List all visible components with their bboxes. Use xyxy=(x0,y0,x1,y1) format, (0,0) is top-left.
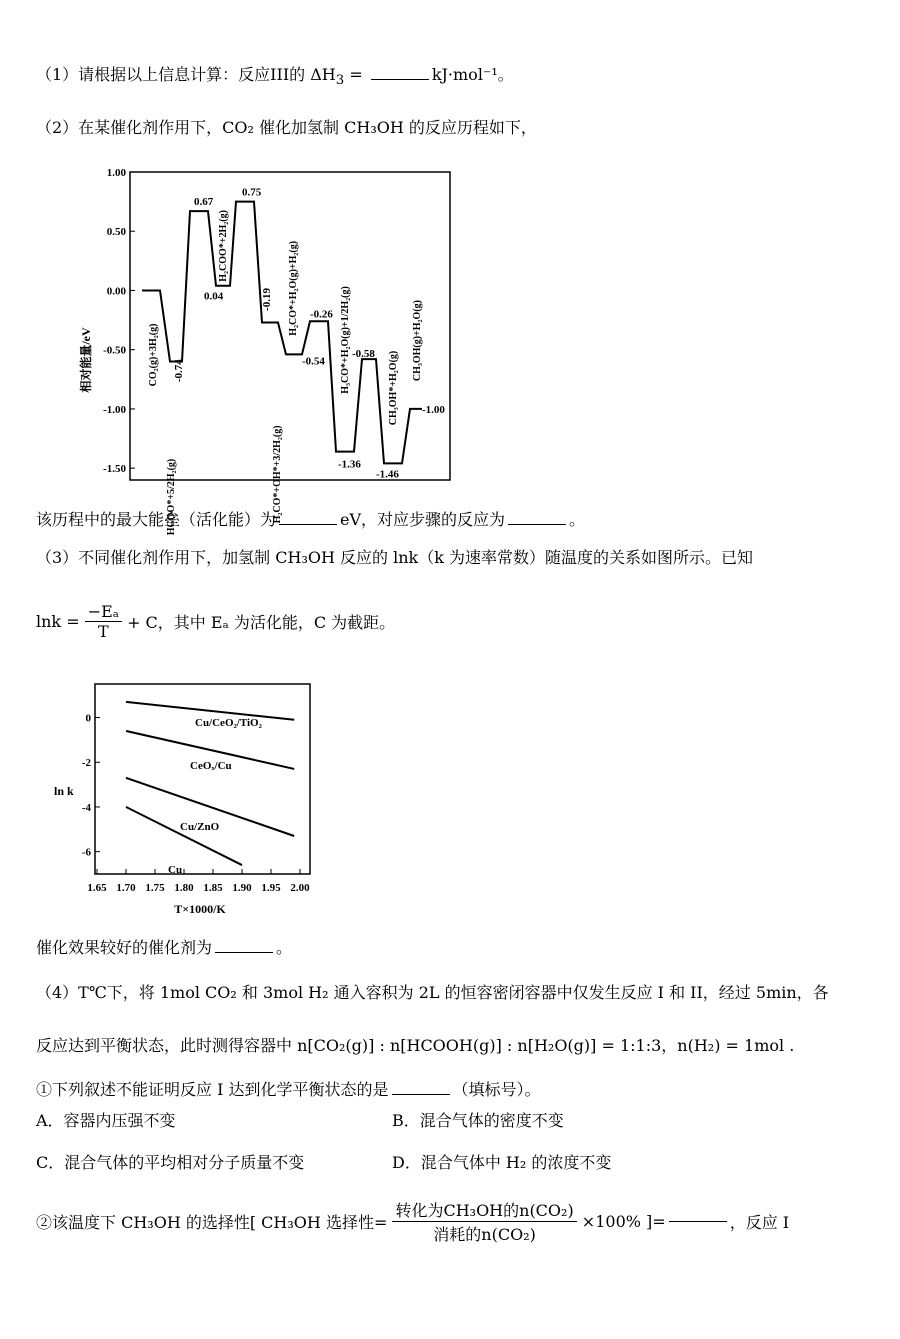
option-c[interactable]: C．混合气体的平均相对分子质量不变 xyxy=(36,1153,305,1172)
q4-sub2 xyxy=(36,1198,789,1245)
q3-end: 。 xyxy=(276,938,293,957)
species-label: HCOO*+5/2H₂(g) xyxy=(166,458,177,536)
lnk-ytick-label: -2 xyxy=(81,757,91,770)
energy-ytick-label: -0.50 xyxy=(103,344,126,357)
q4-sub1-blank[interactable] xyxy=(392,1094,450,1095)
q4-line1: （4）T℃下，将 1mol CO₂ 和 3mol H₂ 通入容积为 2L 的恒容密闭容器中仅发生反应 I 和 II，经过 5min，各 xyxy=(36,983,829,1002)
q1-eq: = xyxy=(344,65,368,84)
lnk-xtick-label: 1.80 xyxy=(174,882,194,894)
formula-numerator: −Eₐ xyxy=(85,602,122,622)
energy-pathway-line xyxy=(142,202,422,464)
formula-denominator: T xyxy=(98,622,109,641)
q4-line2: 反应达到平衡状态，此时测得容器中 n[CO₂(g)] : n[HCOOH(g)] : n[H₂O(g)] = 1:1:3，n(H₂) = 1mol . xyxy=(36,1036,795,1055)
q2-prefix: 该历程中的最大能垒（活化能）为 xyxy=(36,510,277,529)
q1-line xyxy=(36,62,514,88)
q4-sub1 xyxy=(36,1077,541,1100)
selectivity-fraction xyxy=(392,1198,576,1245)
q3-catalyst-blank[interactable] xyxy=(215,952,273,953)
species-label: CH₃OH*+H₂O(g) xyxy=(388,350,399,426)
lnk-xtick-label: 1.65 xyxy=(87,882,107,894)
q2-text: （2）在某催化剂作用下，CO₂ 催化加氢制 CH₃OH 的反应历程如下， xyxy=(36,118,537,137)
q1-prefix: （1）请根据以上信息计算：反应III的 ΔH xyxy=(36,65,336,84)
energy-ytick-label: -1.00 xyxy=(103,403,126,416)
lnk-xtick-label: 1.85 xyxy=(203,882,223,894)
species-label: H₂CO*+H₂O(g)+H₂(g) xyxy=(288,240,299,336)
energy-ylabel: 相对能量/eV xyxy=(79,327,93,393)
formula-fraction xyxy=(85,602,122,641)
q3-text: （3）不同催化剂作用下，加氢制 CH₃OH 反应的 lnk（k 为速率常数）随温度的关系如图所示。已知 xyxy=(36,548,754,567)
q2-answer-line xyxy=(36,507,585,530)
option-d[interactable]: D．混合气体中 H₂ 的浓度不变 xyxy=(392,1153,612,1172)
species-label: H₃CO*+H₂O(g)+1/2H₂(g) xyxy=(340,286,351,394)
q2-step-blank[interactable] xyxy=(508,524,566,525)
lnk-ytick-label: 0 xyxy=(85,712,91,725)
q2-mid: eV，对应步骤的反应为 xyxy=(340,510,506,529)
species-label: H₂CO*+OH*+3/2H₂(g) xyxy=(272,425,283,524)
energy-value-label: 0.04 xyxy=(204,290,224,303)
energy-ytick-label: -1.50 xyxy=(103,463,126,476)
formula-lhs: lnk = xyxy=(36,612,80,631)
q4-sub2-end: ，反应 I xyxy=(729,1213,790,1232)
q4-sub1-end: （填标号）。 xyxy=(452,1080,541,1099)
lnk-series-line xyxy=(126,807,242,865)
energy-ytick-label: 0.50 xyxy=(106,226,126,239)
q3-prefix: 催化效果较好的催化剂为 xyxy=(36,938,213,957)
q3-formula xyxy=(36,602,395,641)
lnk-series-label: Cu xyxy=(168,863,183,876)
energy-value-label: -1.00 xyxy=(422,403,445,416)
q1-sub: 3 xyxy=(335,73,345,89)
lnk-series-label: Cu/ZnO xyxy=(180,820,220,833)
formula-rhs: + C，其中 Eₐ 为活化能，C 为截距。 xyxy=(127,613,396,632)
lnk-xtick-label: 2.00 xyxy=(290,882,310,894)
q4-sub2-prefix: ②该温度下 CH₃OH 的选择性[ CH₃OH 选择性= xyxy=(36,1213,388,1232)
energy-value-label: 0.67 xyxy=(194,196,214,209)
q2-barrier-blank[interactable] xyxy=(279,524,337,525)
option-b[interactable]: B．混合气体的密度不变 xyxy=(392,1111,564,1130)
energy-value-label: -0.19 xyxy=(261,288,273,311)
option-a[interactable]: A．容器内压强不变 xyxy=(36,1111,176,1130)
q4-sub2-mid: ×100% ]= xyxy=(581,1212,666,1231)
species-label: CO₂(g)+3H₂(g) xyxy=(148,323,159,387)
energy-ytick-label: 0.00 xyxy=(106,285,126,298)
lnk-ylabel: ln k xyxy=(54,784,74,798)
lnk-ytick-label: -6 xyxy=(81,846,91,859)
q1-answer-blank[interactable] xyxy=(371,79,429,80)
lnk-xtick-label: 1.75 xyxy=(145,882,165,894)
selectivity-numerator: 转化为CH₃OH的n(CO₂) xyxy=(392,1198,576,1222)
lnk-xtick-label: 1.70 xyxy=(116,882,136,894)
lnk-series-label: Cu/CeO₂/TiO₂ xyxy=(195,716,262,729)
lnk-xtick-label: 1.90 xyxy=(232,882,252,894)
energy-value-label: -1.36 xyxy=(338,458,361,471)
lnk-series-label: CeOₓ/Cu xyxy=(190,759,232,772)
q3-answer-line xyxy=(36,935,292,958)
energy-value-label: -0.54 xyxy=(302,355,325,368)
q4-sub1-prefix: ①下列叙述不能证明反应 I 达到化学平衡状态的是 xyxy=(36,1080,389,1099)
species-label: H₂COO*+2H₂(g) xyxy=(218,210,229,282)
q2-end: 。 xyxy=(569,510,586,529)
lnk-xtick-label: 1.95 xyxy=(261,882,281,894)
q1-unit: kJ·mol⁻¹。 xyxy=(431,65,514,84)
energy-value-label: -1.46 xyxy=(376,468,399,481)
species-label: CH₃OH(g)+H₂O(g) xyxy=(412,300,423,382)
energy-value-label: 0.75 xyxy=(242,186,262,199)
lnk-ytick-label: -4 xyxy=(81,801,91,814)
energy-value-label: -0.74 xyxy=(173,359,185,383)
energy-value-label: -0.26 xyxy=(310,308,333,321)
energy-value-label: -0.58 xyxy=(352,348,375,361)
lnk-xlabel: T×1000/K xyxy=(174,902,226,916)
q4-sub2-blank[interactable] xyxy=(669,1221,727,1222)
energy-ytick-label: 1.00 xyxy=(106,167,126,179)
selectivity-denominator: 消耗的n(CO₂) xyxy=(433,1225,536,1244)
lnk-chart xyxy=(40,670,340,920)
